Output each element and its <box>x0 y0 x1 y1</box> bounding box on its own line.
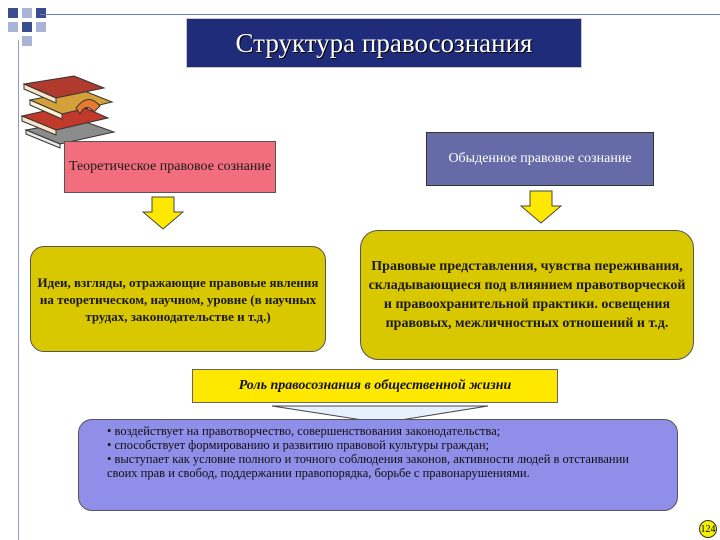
role-label: Роль правосознания в общественной жизни <box>238 378 512 393</box>
title-box <box>186 18 582 68</box>
bullet-item: • воздействует на правотворчество, совершенствования законодательства; <box>107 424 501 438</box>
corner-decoration <box>0 0 130 50</box>
books-icon <box>16 72 120 152</box>
representations-text: Правовые представления, чувства переживания, складывающиеся под влиянием правотворческой и правоохранительной практики. освещения правовых, межличностных отношений и т.д. <box>368 259 686 331</box>
role-box <box>192 369 558 403</box>
bullet-item: • выступает как условие полного и точного соблюдения законов, активности людей в отстаивании своих прав и свобод, поддержании правопорядка, борьбе с правонарушениями. <box>107 452 629 480</box>
theoretical-label: Теоретическое правовое сознание <box>68 159 272 174</box>
bullet-item: • способствует формированию и развитию правовой культуры граждан; <box>107 438 490 452</box>
top-rule <box>40 14 720 15</box>
ideas-text: Идеи, взгляды, отражающие правовые явления на теоретическом, научном, уровне (в научных трудах, законодательстве и т.д.) <box>37 274 319 324</box>
everyday-label: Обыденное правовое сознание <box>448 151 632 166</box>
down-arrow-right <box>520 190 562 224</box>
page-title: Структура правосознания <box>235 27 533 58</box>
everyday-consciousness-box <box>426 132 654 186</box>
representations-box <box>360 230 694 360</box>
theoretical-consciousness-box <box>64 141 276 193</box>
role-bullets-box <box>78 419 678 511</box>
down-arrow-left <box>142 196 184 230</box>
ideas-box <box>30 246 326 352</box>
page-number: 124 <box>699 520 717 538</box>
